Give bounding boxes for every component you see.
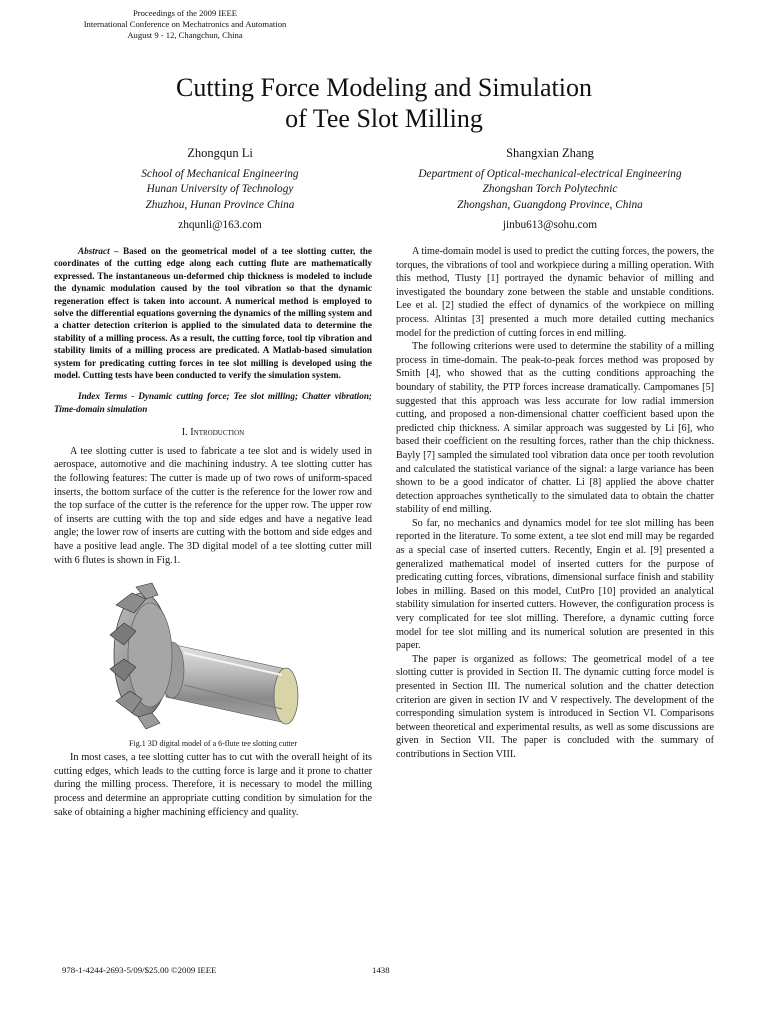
section-numeral: I. bbox=[181, 427, 191, 439]
paragraph: In most cases, a tee slotting cutter has to cut with the overall height of its cutting edges, which leads to the cutting force is large and it prone to chatter during the milling process. Therefore, it is necessary to model the milling process and determine an appropriate cutting condition by simulation for the sake of obtaining a higher machining efficiency and quality. bbox=[54, 752, 372, 818]
title-line: of Tee Slot Milling bbox=[285, 104, 483, 133]
paragraph: So far, no mechanics and dynamics model for tee slot milling has been reported in the literature. To some extent, a tee slot end mill may be regarded as a special case of inserted cutters. Recently, Engin et al. [9] presented a generalized mathematical model of inserted cutters for the purpose of predicating cutting forces, vibrations, dimensional surface finish and stability lobes in milling. Based on this model, CutPro [10] provided an analytical stability simulation for inserted cutters. However, the configuration process is very complicated for tee slot milling. Therefore, a dynamic cutting force model for tee slot milling and its numerical solution are presented in this paper. bbox=[396, 517, 714, 652]
right-column bbox=[396, 245, 714, 762]
paragraph: A time-domain model is used to predict the cutting forces, the powers, the torques, the vibrations of tool and workpiece during a milling operation. With this method, Tlusty [1] portrayed the dynamic behavior of milling and investigated the boundary zone between the stable and unstable conditions. Lee et al. [2] studied the effect of dynamics of the workpiece on milling process. Altintas [3] presented a much more detailed cutting mechanics model for the prediction of cutting forces in end milling. bbox=[396, 246, 714, 339]
left-column bbox=[54, 245, 372, 819]
proceedings-line: Proceedings of the 2009 IEEE bbox=[132, 8, 238, 18]
page-number: 1438 bbox=[372, 965, 390, 975]
author-name: Shangxian Zhang bbox=[506, 146, 594, 160]
section-heading bbox=[54, 426, 372, 440]
abstract-label: Abstract bbox=[78, 246, 110, 256]
paragraph: The paper is organized as follows: The geometrical model of a tee slotting cutter is provided in Section II. The dynamic cutting force model is presented in Section III. The numerical solution and the chatter detection criterion are given in section IV and V respectively. The development of the corresponding simulation system is introduced in Section VI. Comparisons between theoretical and experimental results, as well as some discussions are given in Section VII. The paper is concluded with the summary of contributions in Section VIII. bbox=[396, 653, 714, 760]
author-1 bbox=[55, 146, 385, 234]
author-2 bbox=[385, 146, 715, 234]
proceedings-header bbox=[40, 8, 330, 41]
author-email: zhqunli@163.com bbox=[178, 219, 262, 231]
author-email: jinbu613@sohu.com bbox=[502, 219, 598, 231]
author-affiliation: School of Mechanical Engineering bbox=[141, 167, 299, 180]
paper-title bbox=[0, 72, 768, 134]
author-affiliation: Zhuzhou, Hunan Province China bbox=[145, 198, 295, 211]
abstract bbox=[54, 245, 372, 381]
author-affiliation: Zhongshan, Guangdong Province, China bbox=[457, 198, 643, 211]
abstract-text: – Based on the geometrical model of a tee slotting cutter, the coordinates of the cutting edge along each cutting flute are mathematically expressed. The instantaneous un-deformed chip thickness is modeled to include the dynamic modulation caused by the tool vibration so that the dynamic regeneration effect is taken into account. A numerical method is employed to solve the differential equations governing the dynamics of the milling system and a chatter detection criterion is applied to the simulated data to determine the stability of a milling process. As a result, the cutting force, tool tip vibration and stability limits of a milling process are predicated. A Matlab-based simulation system for predicating cutting forces in tee slot milling is developed using the model. Cutting tests have been conducted to verify the simulation system. bbox=[54, 246, 372, 381]
tee-slotting-cutter-image bbox=[54, 573, 372, 733]
paragraph: The following criterions were used to determine the stability of a milling process in time-domain. The peak-to-peak forces method was proposed by Smith [4], who showed that as the cutting conditions approaching the boundary of stability, the PTP forces increase dramatically. Campomanes [5] suggested that this approach was less accurate for low radial immersion cutting, and proposed a non-dimensional chatter coefficient based upon the predicted chip thickness. A similar approach was suggested by Li [6], who based their coefficient on the resulting forces, rather than the chip thickness. Bayly [7] sampled the simulated tool vibration data once per tooth revolution and calculated the statistical variance of the signal: a large variance has been shown to be a good indicator of chatter. Li [8] applied the above chatter detection approaches synthetically to the simulated data to obtain the chatter stability of end milling. bbox=[396, 341, 714, 516]
paragraph: A tee slotting cutter is used to fabricate a tee slot and is widely used in aerospace, automotive and die machining industry. A tee slotting cutter has the following features: The cutter is made up of two rows of uniform-spaced inserts, the bottom surface of the cutter is the reference for the lower row and the top surface of the cutter is the reference for the upper row. The upper row of inserts are cutting with the top and side edges and have a negative lead angle; the lower row of inserts are cutting with the bottom and side edges and have a positive lead angle. The 3D digital model of a tee slotting cutter mill with 6 flutes is shown in Fig.1. bbox=[54, 445, 372, 566]
author-affiliation: Department of Optical-mechanical-electrical Engineering bbox=[418, 167, 682, 180]
author-affiliation: Zhongshan Torch Polytechnic bbox=[482, 183, 618, 195]
proceedings-line: August 9 - 12, Changchun, China bbox=[127, 30, 243, 40]
copyright-footer: 978-1-4244-2693-5/09/$25.00 ©2009 IEEE bbox=[62, 965, 217, 975]
title-line: Cutting Force Modeling and Simulation bbox=[176, 73, 592, 102]
author-name: Zhongqun Li bbox=[187, 146, 253, 160]
author-affiliation: Hunan University of Technology bbox=[146, 183, 294, 195]
index-terms: Index Terms - Dynamic cutting force; Tee slot milling; Chatter vibration; Time-domain simulation bbox=[54, 391, 372, 414]
section-title: Introduction bbox=[190, 427, 245, 439]
proceedings-line: International Conference on Mechatronics and Automation bbox=[83, 19, 287, 29]
figure-1 bbox=[54, 573, 372, 733]
figure-caption: Fig.1 3D digital model of a 6-flute tee slotting cutter bbox=[129, 739, 297, 749]
